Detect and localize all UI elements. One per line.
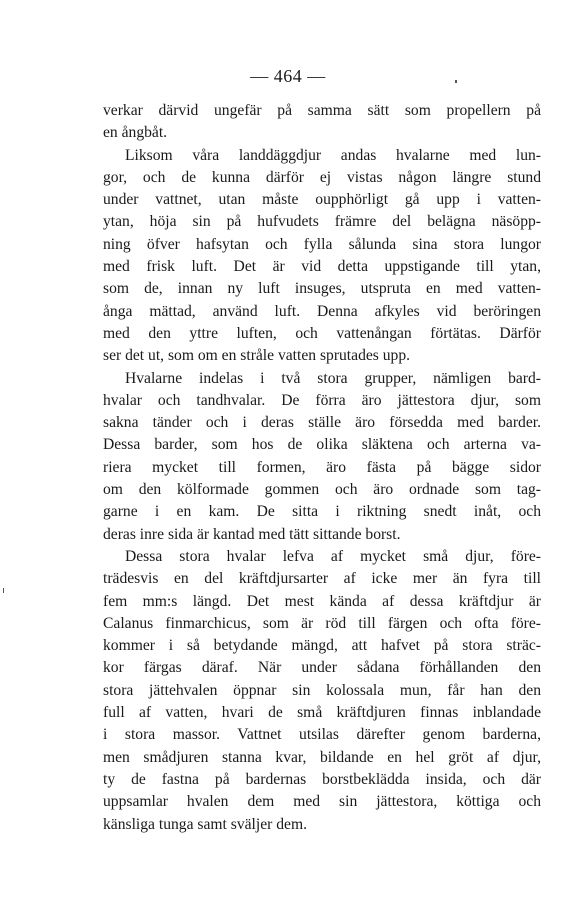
text-line: riera mycket till formen, äro fästa på bägge sidor (103, 458, 541, 476)
text-line: men smådjuren stanna kvar, bildande en hel gröt af djur, (103, 748, 541, 766)
text-line: ånga mättad, använd luft. Denna afkyles vid beröringen (103, 302, 541, 320)
text-line: ser det ut, som om en stråle vatten sprutades upp. (103, 347, 411, 365)
text-line: Dessa barder, som hos de olika släktena och arterna va- (103, 436, 541, 454)
text-line: Liksom våra landdäggdjur andas hvalarne med lun- (125, 146, 541, 164)
text-line: fem mm:s längd. Det mest kända af dessa kräftdjur är (103, 592, 541, 610)
text-line: sakna tänder och i deras ställe äro försedda med barder. (103, 414, 541, 432)
text-line: med frisk luft. Det är vid detta uppstigande till ytan, (103, 258, 541, 276)
text-line: om den kölformade gommen och äro ordnade som tag- (103, 481, 541, 499)
text-line: ning öfver hafsytan och fylla sålunda sina stora lungor (103, 235, 541, 253)
text-line: deras inre sida är kantad med tätt sittande borst. (103, 525, 401, 543)
text-line: Dessa stora hvalar lefva af mycket små djur, före- (125, 547, 541, 565)
text-line: kor färgas däraf. När under sådana förhållanden den (103, 659, 541, 677)
text-line: full af vatten, hvari de små kräftdjuren finnas inblandade (103, 704, 541, 722)
text-line: Hvalarne indelas i två stora grupper, nämligen bard- (125, 369, 541, 387)
text-line: hvalar och tandhvalar. De förra äro jättestora djur, som (103, 391, 541, 409)
text-line: en ångbåt. (103, 124, 168, 142)
text-line: ytan, höja sin på hufvudets främre del belägna näsöpp- (103, 213, 541, 231)
text-line: gor, och de kunna därför ej vistas någon längre stund (103, 168, 541, 186)
page-number: — 464 — (250, 66, 326, 86)
text-line: med den yttre luften, och vattenångan förtätas. Därför (103, 324, 541, 342)
text-line: under vattnet, utan måste oupphörligt gå upp i vatten- (103, 191, 541, 209)
text-line: Calanus finmarchicus, som är röd till färgen och ofta före- (103, 614, 541, 632)
body-text (103, 100, 541, 836)
text-line: ty de fastna på bardernas borstbeklädda insida, och där (103, 770, 541, 788)
text-line: kommer i så betydande mängd, att hafvet på stora sträc- (103, 637, 541, 655)
text-line: uppsamlar hvalen dem med sin jättestora, köttiga och (103, 793, 541, 811)
text-line: trädesvis en del kräftdjursarter af icke mer än fyra till (103, 570, 541, 588)
text-line: känsliga tunga samt sväljer dem. (103, 815, 307, 833)
text-line: stora jättehvalen öppnar sin kolossala mun, får han den (103, 681, 541, 699)
text-line: verkar därvid ungefär på samma sätt som propellern på (103, 102, 541, 119)
text-line: som de, innan ny luft insuges, utspruta en med vatten- (103, 280, 541, 298)
print-speck (3, 588, 4, 593)
text-line: i stora massor. Vattnet utsilas därefter genom barderna, (103, 726, 541, 744)
text-line: garne i en kam. De sitta i riktning snedt inåt, och (103, 503, 541, 521)
print-speck (455, 80, 457, 83)
